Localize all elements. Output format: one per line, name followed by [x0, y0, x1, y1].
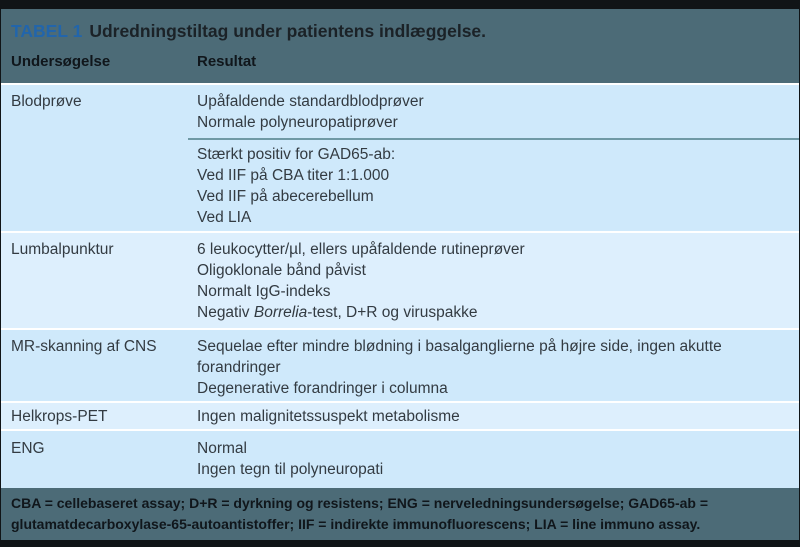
result-line: Ved IIF på CBA titer 1:1.000 [197, 167, 390, 184]
row-result-cell [187, 233, 799, 328]
result-line: Stærkt positiv for GAD65-ab: [197, 146, 396, 163]
result-line: Upåfaldende standardblodprøver [197, 93, 424, 110]
column-header-resultat: Resultat [197, 53, 257, 70]
result-line: Ved IIF på abecerebellum [197, 188, 374, 205]
table-footnote-band [1, 488, 799, 540]
result-line-borrelia [187, 302, 799, 323]
result-line: Ingen malignitetssuspekt metabolisme [197, 408, 460, 425]
row-label-cell: Blodprøve [11, 93, 82, 110]
row-label-cell: MR-skanning af CNS [11, 338, 157, 355]
result-line: Oligoklonale bånd påvist [197, 262, 366, 279]
borrelia-prefix: Negativ [197, 304, 254, 321]
table-title [11, 21, 789, 41]
row-label-cell: Helkrops-PET [11, 408, 108, 425]
table-row-helkrops-pet [1, 401, 799, 429]
table-footnote: CBA = cellebaseret assay; D+R = dyrkning og resistens; ENG = nerveledningsundersøgelse; GAD65-ab = glutamatdecarboxylase-65-autoantistoffer; IIF = indirekte immunofluorescens; LIA = line immuno assay. [11, 495, 709, 532]
column-header-row [1, 52, 799, 72]
row-label-cell: Lumbalpunktur [11, 241, 114, 258]
table-row-eng [1, 429, 799, 488]
result-line: Normal [197, 440, 247, 457]
row-label-cell: ENG [11, 440, 45, 457]
sub-separator [188, 138, 799, 140]
top-border-bar [1, 0, 799, 9]
row-result-cell [187, 403, 799, 429]
table-row-mr-skanning [1, 328, 799, 401]
row-result-cell [187, 431, 799, 488]
bottom-border-bar [1, 540, 799, 547]
result-line: Ved LIA [197, 209, 252, 226]
borrelia-suffix: -test, D+R og viruspakke [307, 304, 478, 321]
row-result-cell [187, 330, 799, 401]
result-line: Sequelae efter mindre blødning i basalganglierne på højre side, ingen akutte forandringer [197, 338, 727, 376]
table-row-lumbalpunktur [1, 231, 799, 328]
result-line: Normalt IgG-indeks [197, 283, 331, 300]
result-line: 6 leukocytter/µl, ellers upåfaldende rutineprøver [197, 241, 525, 258]
table-row-blodprove [1, 83, 799, 231]
table-title-text: Udredningstiltag under patientens indlæggelse. [89, 21, 487, 41]
result-line: Normale polyneuropatiprøver [197, 114, 398, 131]
table-header-band [1, 9, 799, 83]
table-number-label: TABEL 1 [11, 21, 83, 41]
column-header-undersogelse: Undersøgelse [11, 53, 111, 70]
result-line: Degenerative forandringer i columna [197, 380, 448, 397]
borrelia-italic: Borrelia [253, 304, 308, 321]
result-line: Ingen tegn til polyneuropati [197, 461, 384, 478]
row-result-cell [187, 85, 799, 231]
